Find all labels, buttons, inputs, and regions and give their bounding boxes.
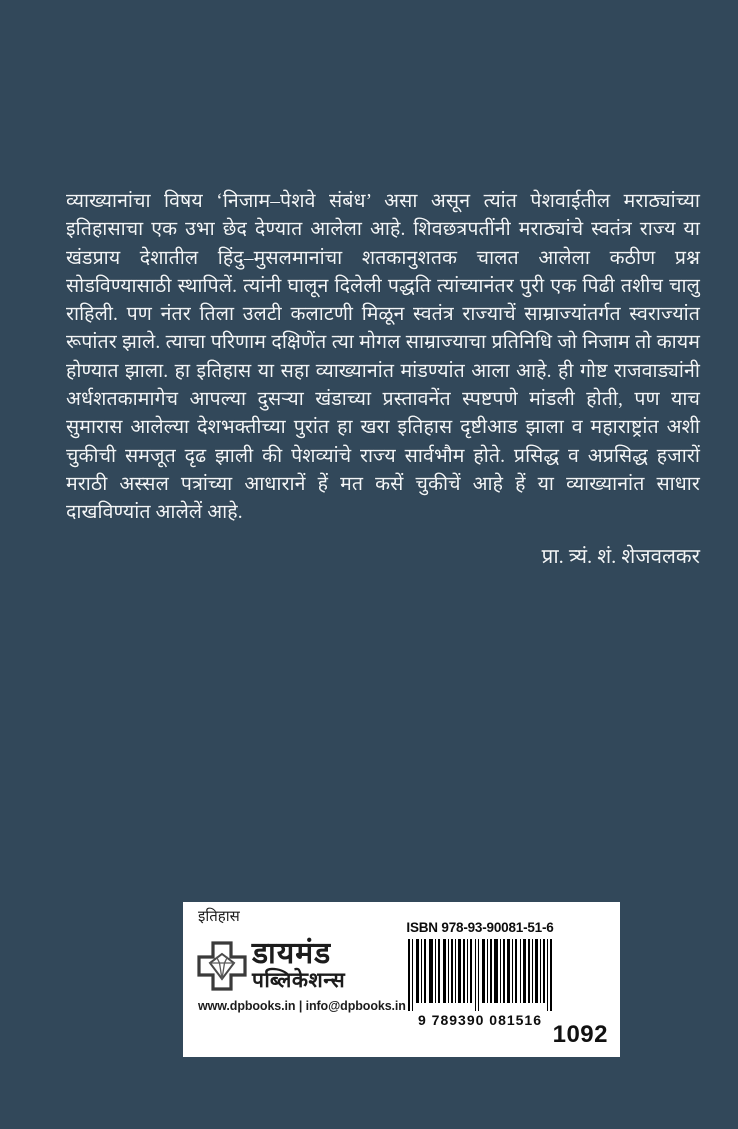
blurb-block — [66, 188, 700, 570]
publisher-name-line2: पब्लिकेशन्स — [252, 968, 346, 992]
publisher-weblinks[interactable]: www.dpbooks.in | info@dpbooks.in — [198, 999, 406, 1013]
publisher-panel — [183, 902, 620, 1057]
genre-label: इतिहास — [198, 909, 240, 925]
diamond-in-cross-logo-icon — [196, 940, 248, 992]
ean13-barcode-icon — [406, 939, 554, 1011]
barcode-digits: 9 789390 081516 — [418, 1012, 542, 1028]
isbn-label: ISBN 978-93-90081-51-6 — [406, 920, 554, 935]
publisher-name — [252, 939, 345, 992]
code-number: 1092 — [552, 1021, 608, 1048]
publisher-name-line1: डायमंड — [252, 937, 332, 970]
barcode-block — [405, 920, 555, 1028]
author-attribution: प्रा. त्र्यं. शं. शेजवलकर — [541, 545, 700, 568]
blurb-body: व्याख्यानांचा विषय ‘निजाम–पेशवे संबंध’ असा असून त्यांत पेशवाईतील मराठ्यांच्या इतिहासाचा एक उभा छेद देण्यात आलेला आहे. शिवछत्रपतींनी मराठ्यांचे स्वतंत्र राज्य या खंडप्राय देशातील हिंदु–मुसलमानांचा शतकानुशतक चालत आलेला कठीण प्रश्न सोडविण्यासाठी स्थापिलें. त्यांनी घालून दिलेली पद्धति त्यांच्यानंतर पुरी एक पिढी तशीच चालु राहिली. पण नंतर तिला उलटी कलाटणी मिळून स्वतंत्र राज्याचें साम्राज्यांतर्गत स्वराज्यांत रूपांतर झाले. त्याचा परिणाम दक्षिणेंत त्या मोगल साम्राज्याचा प्रतिनिधि जो निजाम तो कायम होण्यात झाला. हा इतिहास या सहा व्याख्यानांत मांडण्यांत आला आहे. ही गोष्ट राजवाड्यांनी अर्धशतकामागेच आपल्या दुसऱ्या खंडाच्या प्रस्तावनेंत स्पष्टपणे मांडली होती, पण याच सुमारास आलेल्या देशभक्तीच्या पुरांत हा खरा इतिहास दृष्टीआड झाला व महाराष्ट्रांत अशी चुकीची समजूत दृढ झाली की पेशव्यांचे राज्य सार्वभौम होते. प्रसिद्ध व अप्रसिद्ध हजारों मराठी अस्सल पत्रांच्या आधारानें हें मत कसें चुकीचें आहे हें या व्याख्यानांत साधार दाखविण्यांत आलेलें आहे. — [66, 191, 700, 524]
